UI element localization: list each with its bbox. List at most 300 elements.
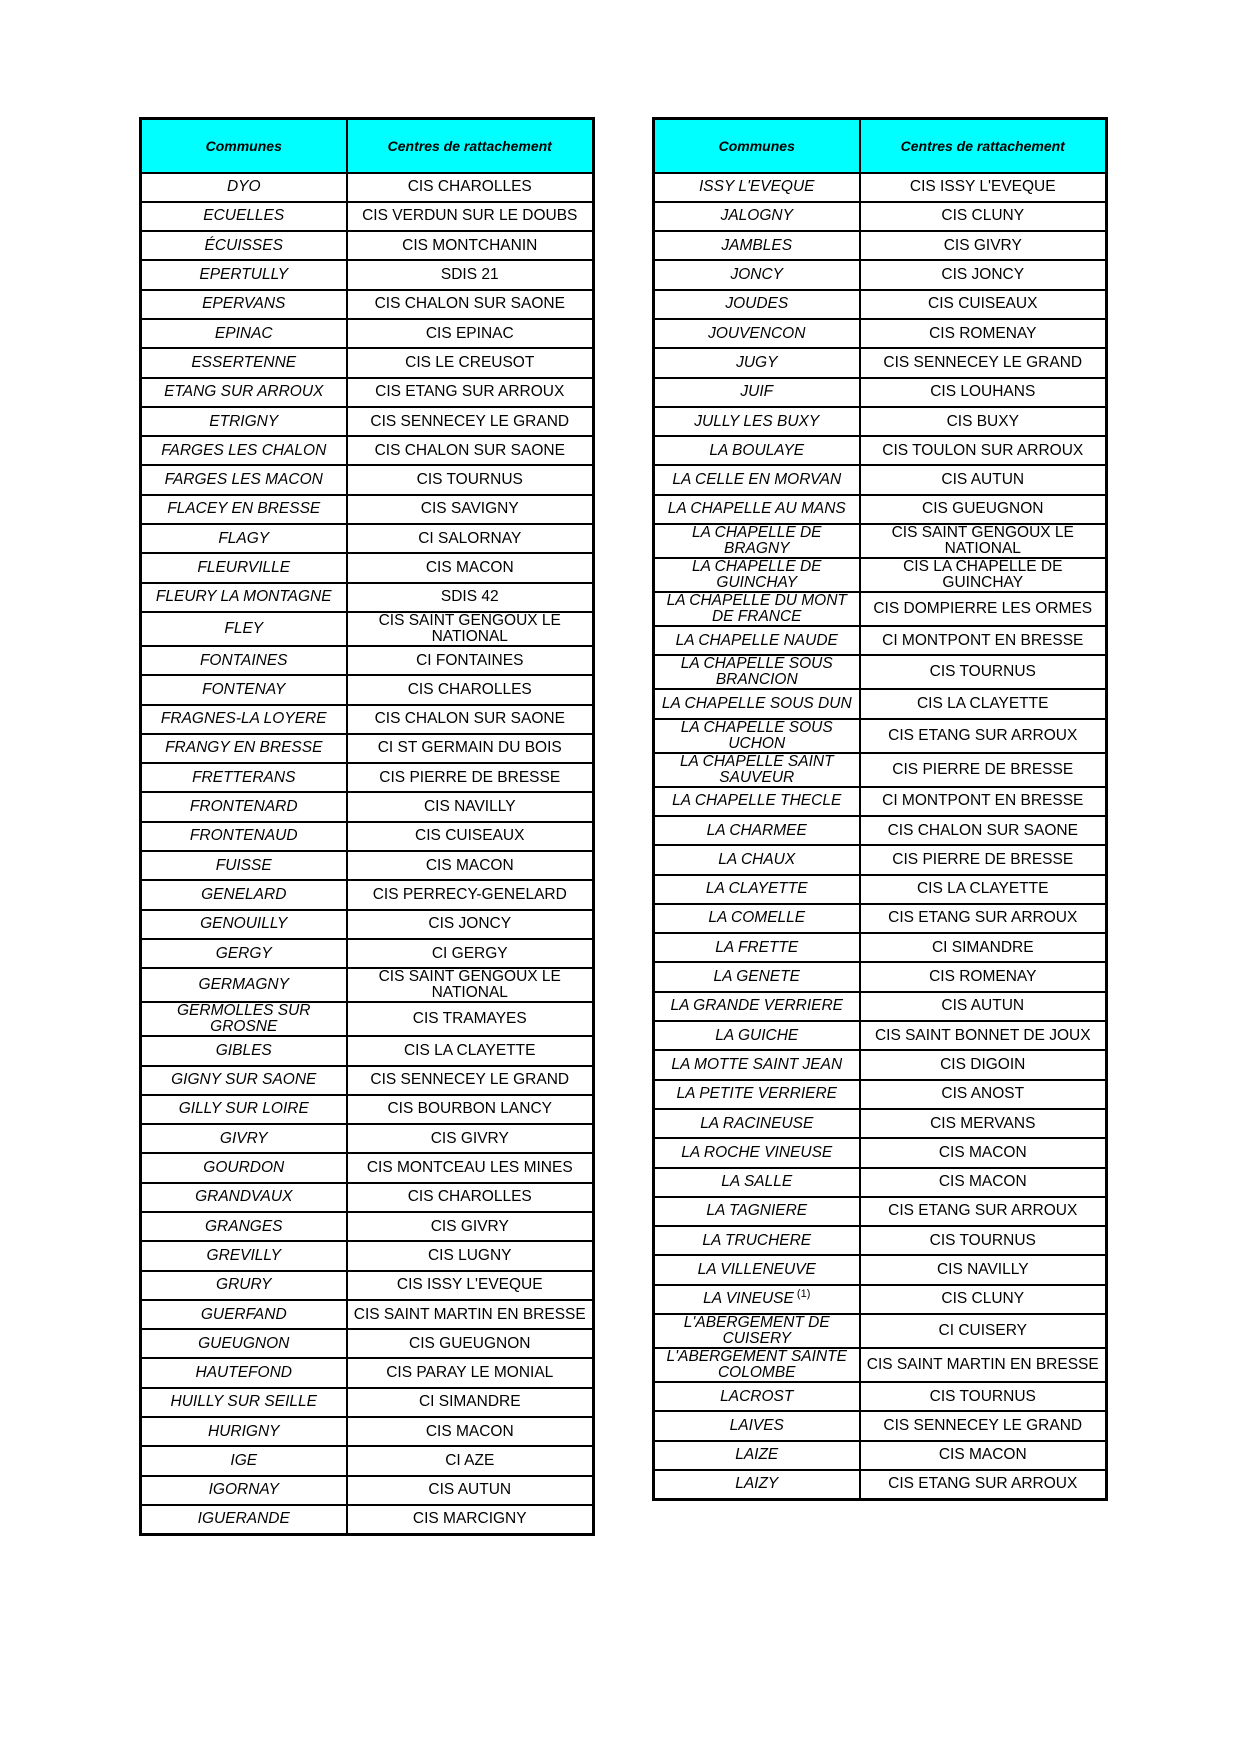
centre-cell: CIS SENNECEY LE GRAND	[347, 1066, 594, 1095]
commune-name: LA CHARMEE	[706, 821, 807, 839]
table-row	[141, 495, 594, 524]
commune-name: JULLY LES BUXY	[694, 412, 820, 430]
table-row	[141, 1388, 594, 1417]
centre-cell: CIS PIERRE DE BRESSE	[860, 845, 1107, 874]
centre-cell: CIS SENNECEY LE GRAND	[860, 1411, 1107, 1440]
commune-cell	[141, 646, 347, 675]
commune-name: FRONTENARD	[189, 798, 298, 816]
commune-cell	[654, 962, 860, 991]
centre-cell: CIS AUTUN	[860, 992, 1107, 1021]
commune-cell	[141, 880, 347, 909]
centre-cell: CIS CHALON SUR SAONE	[347, 436, 594, 465]
table-row	[141, 705, 594, 734]
table-row	[141, 968, 594, 1002]
centre-cell: CIS SAINT MARTIN EN BRESSE	[860, 1348, 1107, 1382]
centre-cell: CIS CUISEAUX	[347, 822, 594, 851]
centre-cell: CIS MACON	[347, 553, 594, 582]
centre-cell: CIS ETANG SUR ARROUX	[860, 904, 1107, 933]
commune-name: FLEURVILLE	[197, 559, 291, 576]
table-row	[654, 1168, 1107, 1197]
table-row	[141, 1300, 594, 1329]
centre-cell: CIS ROMENAY	[860, 319, 1107, 348]
commune-cell	[141, 1417, 347, 1446]
centre-cell: CIS SAINT GENGOUX LE NATIONAL	[347, 612, 594, 646]
commune-name: LA ROCHE VINEUSE	[681, 1143, 833, 1161]
commune-name: LA VILLENEUVE	[697, 1261, 816, 1279]
commune-cell	[654, 524, 860, 558]
centre-cell: CIS ETANG SUR ARROUX	[347, 378, 594, 407]
commune-cell	[141, 675, 347, 704]
centre-cell: CIS ANOST	[860, 1080, 1107, 1109]
table-row	[654, 719, 1107, 753]
commune-name: EPERVANS	[202, 295, 286, 313]
table-row	[654, 407, 1107, 436]
centre-cell: CIS CHAROLLES	[347, 173, 594, 202]
centre-cell: CI FONTAINES	[347, 646, 594, 675]
commune-cell	[141, 407, 347, 436]
centre-cell: CIS PIERRE DE BRESSE	[860, 753, 1107, 787]
table-row	[141, 612, 594, 646]
commune-name: ESSERTENNE	[191, 353, 297, 371]
commune-cell	[654, 348, 860, 377]
commune-cell	[654, 689, 860, 718]
commune-name: GIVRY	[219, 1129, 268, 1147]
commune-name: GILLY SUR LOIRE	[178, 1100, 309, 1118]
centre-cell: CIS TOURNUS	[347, 465, 594, 494]
table-row	[654, 845, 1107, 874]
commune-name: L'ABERGEMENT SAINTE COLOMBE	[666, 1348, 847, 1381]
table-row	[654, 875, 1107, 904]
centre-cell: CIS TOURNUS	[860, 1226, 1107, 1255]
centre-cell: CIS CLUNY	[860, 202, 1107, 231]
table-row	[141, 675, 594, 704]
commune-name: L'ABERGEMENT DE CUISERY	[683, 1314, 830, 1347]
table-row	[654, 1411, 1107, 1440]
commune-cell	[141, 465, 347, 494]
commune-name: FLACEY EN BRESSE	[167, 500, 321, 518]
commune-name: LA CELLE EN MORVAN	[672, 471, 842, 489]
commune-name: FLEY	[224, 619, 264, 637]
commune-cell	[654, 1197, 860, 1226]
centre-cell: CI SALORNAY	[347, 524, 594, 553]
commune-name: GIGNY SUR SAONE	[171, 1071, 317, 1089]
commune-cell	[654, 992, 860, 1021]
table-row	[141, 1505, 594, 1534]
commune-cell	[654, 626, 860, 655]
centre-cell: CI AZE	[347, 1446, 594, 1475]
commune-name: GENELARD	[201, 885, 287, 903]
commune-cell	[654, 904, 860, 933]
table-row	[141, 1446, 594, 1475]
commune-name: GOURDON	[203, 1159, 285, 1177]
commune-cell	[141, 378, 347, 407]
table-row	[654, 1021, 1107, 1050]
table-row	[141, 1476, 594, 1505]
table-row	[141, 1183, 594, 1212]
commune-cell	[654, 1080, 860, 1109]
commune-name: GERMOLLES SUR GROSNE	[176, 1002, 311, 1036]
table-row	[141, 1002, 594, 1036]
table-row	[141, 1241, 594, 1270]
commune-name: IGUERANDE	[197, 1510, 290, 1528]
table-row	[654, 378, 1107, 407]
centre-cell: SDIS 21	[347, 260, 594, 289]
commune-name: FRONTENAUD	[189, 827, 298, 845]
commune-name: LA GUICHE	[715, 1026, 799, 1044]
commune-name: FLAGY	[218, 529, 270, 547]
table-row	[141, 290, 594, 319]
commune-cell	[141, 202, 347, 231]
table-row	[654, 753, 1107, 787]
table-row	[141, 1153, 594, 1182]
commune-cell	[141, 553, 347, 582]
commune-name: LA TRUCHERE	[702, 1231, 812, 1249]
table-row	[141, 231, 594, 260]
table-row	[141, 436, 594, 465]
commune-name: LA CHAPELLE NAUDE	[675, 631, 838, 649]
table-row	[654, 558, 1107, 592]
centre-cell: CIS LE CREUSOT	[347, 348, 594, 377]
table-row	[654, 1470, 1107, 1499]
centre-cell: CI CUISERY	[860, 1314, 1107, 1348]
commune-name: GREVILLY	[206, 1246, 281, 1264]
centre-cell: CIS CHAROLLES	[347, 675, 594, 704]
commune-cell	[654, 1314, 860, 1348]
commune-name: LA SALLE	[721, 1173, 793, 1191]
table-row	[654, 816, 1107, 845]
commune-name: LA CHAPELLE AU MANS	[667, 500, 846, 518]
table-row	[141, 1095, 594, 1124]
centre-cell: CIS ETANG SUR ARROUX	[860, 1197, 1107, 1226]
table-row	[141, 910, 594, 939]
table-row	[141, 583, 594, 612]
table-row	[654, 319, 1107, 348]
commune-cell	[141, 1388, 347, 1417]
commune-cell	[654, 816, 860, 845]
communes-table-left	[139, 117, 595, 1536]
table-row	[654, 655, 1107, 689]
centre-cell: CIS LOUHANS	[860, 378, 1107, 407]
commune-name: ÉCUISSES	[204, 236, 283, 254]
commune-name: JAMBLES	[721, 236, 793, 254]
commune-cell	[141, 1329, 347, 1358]
centre-cell: CIS LA CLAYETTE	[860, 875, 1107, 904]
commune-cell	[141, 1066, 347, 1095]
centre-cell: CIS GIVRY	[347, 1124, 594, 1153]
commune-cell	[141, 1446, 347, 1475]
centre-cell: CIS MACON	[347, 1417, 594, 1446]
centre-cell: CIS CHALON SUR SAONE	[860, 816, 1107, 845]
commune-name: LA CLAYETTE	[705, 880, 808, 898]
commune-name: JOUVENCON	[708, 324, 806, 342]
commune-name: LA CHAPELLE SAINT SAUVEUR	[679, 752, 834, 786]
commune-cell	[654, 753, 860, 787]
centre-cell: CIS GIVRY	[860, 231, 1107, 260]
centre-cell: CIS LA CLAYETTE	[860, 689, 1107, 718]
table-row	[654, 933, 1107, 962]
table-row	[654, 1314, 1107, 1348]
centre-cell: CI GERGY	[347, 939, 594, 968]
centre-cell: CIS EPINAC	[347, 319, 594, 348]
centre-cell: CIS GIVRY	[347, 1212, 594, 1241]
table-row	[654, 1138, 1107, 1167]
commune-cell	[141, 612, 347, 646]
commune-name: LAIVES	[729, 1416, 784, 1434]
centre-cell: CIS LA CHAPELLE DE GUINCHAY	[860, 558, 1107, 592]
commune-name: FONTENAY	[202, 680, 286, 698]
table-row	[654, 1348, 1107, 1382]
commune-cell	[654, 436, 860, 465]
commune-name: DYO	[226, 178, 261, 196]
commune-cell	[654, 845, 860, 874]
centre-cell: CIS SAVIGNY	[347, 495, 594, 524]
commune-cell	[654, 319, 860, 348]
table-row	[654, 592, 1107, 626]
centre-cell: CIS CUISEAUX	[860, 290, 1107, 319]
commune-name: IGE	[230, 1452, 258, 1470]
table-row	[141, 1358, 594, 1387]
commune-name: LAIZE	[735, 1446, 779, 1464]
centre-cell: CIS ETANG SUR ARROUX	[860, 719, 1107, 753]
commune-cell	[141, 173, 347, 202]
table-row	[654, 260, 1107, 289]
table-row	[654, 524, 1107, 558]
centre-cell: CIS SENNECEY LE GRAND	[860, 348, 1107, 377]
commune-name: JALOGNY	[720, 207, 793, 225]
centre-cell: CIS MACON	[860, 1441, 1107, 1470]
commune-cell	[141, 939, 347, 968]
commune-cell	[141, 231, 347, 260]
commune-name: LA MOTTE SAINT JEAN	[671, 1055, 843, 1073]
commune-name: LA FRETTE	[715, 938, 799, 956]
centre-cell: CIS TRAMAYES	[347, 1002, 594, 1036]
commune-cell	[141, 348, 347, 377]
commune-name: GRANDVAUX	[195, 1188, 293, 1206]
centre-cell: CIS MACON	[347, 851, 594, 880]
table-row	[654, 495, 1107, 524]
commune-cell	[141, 1271, 347, 1300]
commune-name: GIBLES	[215, 1041, 272, 1059]
centre-cell: CIS MACON	[860, 1168, 1107, 1197]
centre-cell: CI MONTPONT EN BRESSE	[860, 787, 1107, 816]
header-centres: Centres de rattachement	[347, 119, 594, 173]
table-row	[654, 787, 1107, 816]
centre-cell: CIS GUEUGNON	[860, 495, 1107, 524]
centre-cell: CIS SAINT GENGOUX LE NATIONAL	[347, 968, 594, 1002]
table-row	[141, 553, 594, 582]
table-row	[141, 939, 594, 968]
centre-cell: CIS PARAY LE MONIAL	[347, 1358, 594, 1387]
table-row	[654, 1080, 1107, 1109]
table-row	[141, 734, 594, 763]
centre-cell: CIS AUTUN	[860, 465, 1107, 494]
commune-name: IGORNAY	[208, 1481, 279, 1499]
commune-name: EPINAC	[214, 324, 273, 342]
commune-cell	[654, 1138, 860, 1167]
commune-cell	[654, 1411, 860, 1440]
commune-cell	[141, 1476, 347, 1505]
commune-cell	[654, 202, 860, 231]
table-row	[141, 407, 594, 436]
centre-cell: CIS SAINT GENGOUX LE NATIONAL	[860, 524, 1107, 558]
commune-cell	[654, 787, 860, 816]
commune-cell	[141, 436, 347, 465]
commune-name: LACROST	[720, 1387, 794, 1405]
commune-name: FLEURY LA MONTAGNE	[155, 588, 332, 606]
table-row	[654, 626, 1107, 655]
commune-cell	[141, 1300, 347, 1329]
table-row	[141, 763, 594, 792]
commune-name: FRAGNES-LA LOYERE	[160, 710, 327, 728]
commune-name: LA CHAPELLE SOUS DUN	[661, 695, 852, 712]
table-row	[141, 202, 594, 231]
commune-name: HAUTEFOND	[195, 1364, 292, 1382]
commune-cell	[141, 968, 347, 1002]
commune-cell	[654, 1021, 860, 1050]
table-row	[141, 1212, 594, 1241]
commune-name: HUILLY SUR SEILLE	[170, 1393, 317, 1411]
centre-cell: CI ST GERMAIN DU BOIS	[347, 734, 594, 763]
commune-name: FARGES LES MACON	[164, 471, 323, 489]
centre-cell: CIS SAINT BONNET DE JOUX	[860, 1021, 1107, 1050]
commune-name: ECUELLES	[203, 207, 285, 225]
centre-cell: CIS TOURNUS	[860, 655, 1107, 689]
commune-cell	[654, 933, 860, 962]
centre-cell: CIS TOURNUS	[860, 1382, 1107, 1411]
commune-name: GERGY	[215, 944, 272, 962]
communes-table-right	[652, 117, 1108, 1501]
centre-cell: CIS MERVANS	[860, 1109, 1107, 1138]
commune-cell	[654, 378, 860, 407]
commune-cell	[141, 792, 347, 821]
header-centres: Centres de rattachement	[860, 119, 1107, 173]
commune-name: ETANG SUR ARROUX	[164, 383, 324, 401]
commune-name: LA VINEUSE	[703, 1290, 794, 1308]
commune-cell	[141, 1212, 347, 1241]
commune-name: LA GRANDE VERRIERE	[670, 997, 844, 1015]
table-row	[654, 173, 1107, 202]
centre-cell: CIS BUXY	[860, 407, 1107, 436]
commune-cell	[141, 734, 347, 763]
commune-name: GERMAGNY	[198, 976, 289, 994]
commune-cell	[141, 763, 347, 792]
commune-name: GRANGES	[204, 1217, 283, 1235]
commune-name: GUEUGNON	[198, 1334, 290, 1352]
commune-cell	[654, 1255, 860, 1284]
table-row	[141, 378, 594, 407]
commune-cell	[654, 592, 860, 626]
commune-name: FONTAINES	[199, 651, 288, 669]
table-row	[654, 348, 1107, 377]
table-row	[141, 1329, 594, 1358]
commune-name: LA TAGNIERE	[706, 1202, 808, 1220]
commune-name: JUGY	[736, 353, 778, 371]
table-row	[141, 465, 594, 494]
commune-name: LAIZY	[735, 1475, 779, 1493]
centre-cell: CIS VERDUN SUR LE DOUBS	[347, 202, 594, 231]
centre-cell: CIS GUEUGNON	[347, 1329, 594, 1358]
table-row	[654, 231, 1107, 260]
centre-cell: CIS CHALON SUR SAONE	[347, 705, 594, 734]
centre-cell: CIS MONTCEAU LES MINES	[347, 1153, 594, 1182]
centre-cell: CIS BOURBON LANCY	[347, 1095, 594, 1124]
commune-name: LA BOULAYE	[709, 441, 805, 459]
commune-name: FRANGY EN BRESSE	[165, 739, 323, 757]
commune-cell	[654, 260, 860, 289]
table-row	[654, 436, 1107, 465]
commune-cell	[141, 319, 347, 348]
header-communes: Communes	[141, 119, 347, 173]
commune-name: LA CHAPELLE SOUS BRANCION	[680, 655, 833, 689]
centre-cell: CIS JONCY	[860, 260, 1107, 289]
commune-cell	[654, 719, 860, 753]
centre-cell: CIS CLUNY	[860, 1285, 1107, 1314]
commune-name: JUIF	[740, 383, 774, 401]
commune-name: LA GENETE	[713, 968, 800, 986]
commune-cell	[654, 1285, 860, 1314]
commune-cell	[141, 1002, 347, 1036]
table-row	[141, 792, 594, 821]
commune-cell	[141, 851, 347, 880]
table-row	[141, 1417, 594, 1446]
commune-cell	[654, 1168, 860, 1197]
table-row	[654, 1226, 1107, 1255]
commune-cell	[141, 822, 347, 851]
commune-cell	[654, 231, 860, 260]
table-row	[654, 1109, 1107, 1138]
commune-cell	[654, 558, 860, 592]
commune-cell	[654, 173, 860, 202]
commune-cell	[654, 407, 860, 436]
table-row	[654, 1285, 1107, 1314]
commune-cell	[141, 705, 347, 734]
commune-name: LA CHAPELLE SOUS UCHON	[680, 718, 833, 752]
table-row	[654, 904, 1107, 933]
table-row	[654, 202, 1107, 231]
centre-cell: CI SIMANDRE	[347, 1388, 594, 1417]
commune-name: EPERTULLY	[199, 266, 289, 284]
commune-cell	[141, 260, 347, 289]
commune-cell	[654, 465, 860, 494]
centre-cell: CIS CHALON SUR SAONE	[347, 290, 594, 319]
commune-cell	[141, 1036, 347, 1065]
commune-cell	[654, 1348, 860, 1382]
table-row	[654, 962, 1107, 991]
commune-name: FUISSE	[215, 856, 272, 874]
commune-name: LA PETITE VERRIERE	[676, 1085, 837, 1103]
commune-cell	[141, 1124, 347, 1153]
commune-cell	[654, 655, 860, 689]
table-row	[654, 1197, 1107, 1226]
commune-name: LA CHAPELLE THECLE	[672, 792, 842, 810]
commune-cell	[654, 1109, 860, 1138]
commune-name: FRETTERANS	[192, 768, 296, 786]
commune-name: GUERFAND	[200, 1305, 287, 1323]
commune-cell	[141, 1358, 347, 1387]
commune-cell	[654, 495, 860, 524]
centre-cell: CIS MONTCHANIN	[347, 231, 594, 260]
commune-name: LA CHAPELLE DU MONT DE FRANCE	[666, 592, 847, 626]
table-row	[141, 319, 594, 348]
commune-name: FARGES LES CHALON	[161, 441, 327, 459]
table-row	[141, 524, 594, 553]
commune-cell	[654, 1050, 860, 1079]
centre-cell: CIS ETANG SUR ARROUX	[860, 1470, 1107, 1499]
commune-cell	[141, 1505, 347, 1534]
centre-cell: CIS AUTUN	[347, 1476, 594, 1505]
table-row	[141, 851, 594, 880]
centre-cell: CIS CHAROLLES	[347, 1183, 594, 1212]
